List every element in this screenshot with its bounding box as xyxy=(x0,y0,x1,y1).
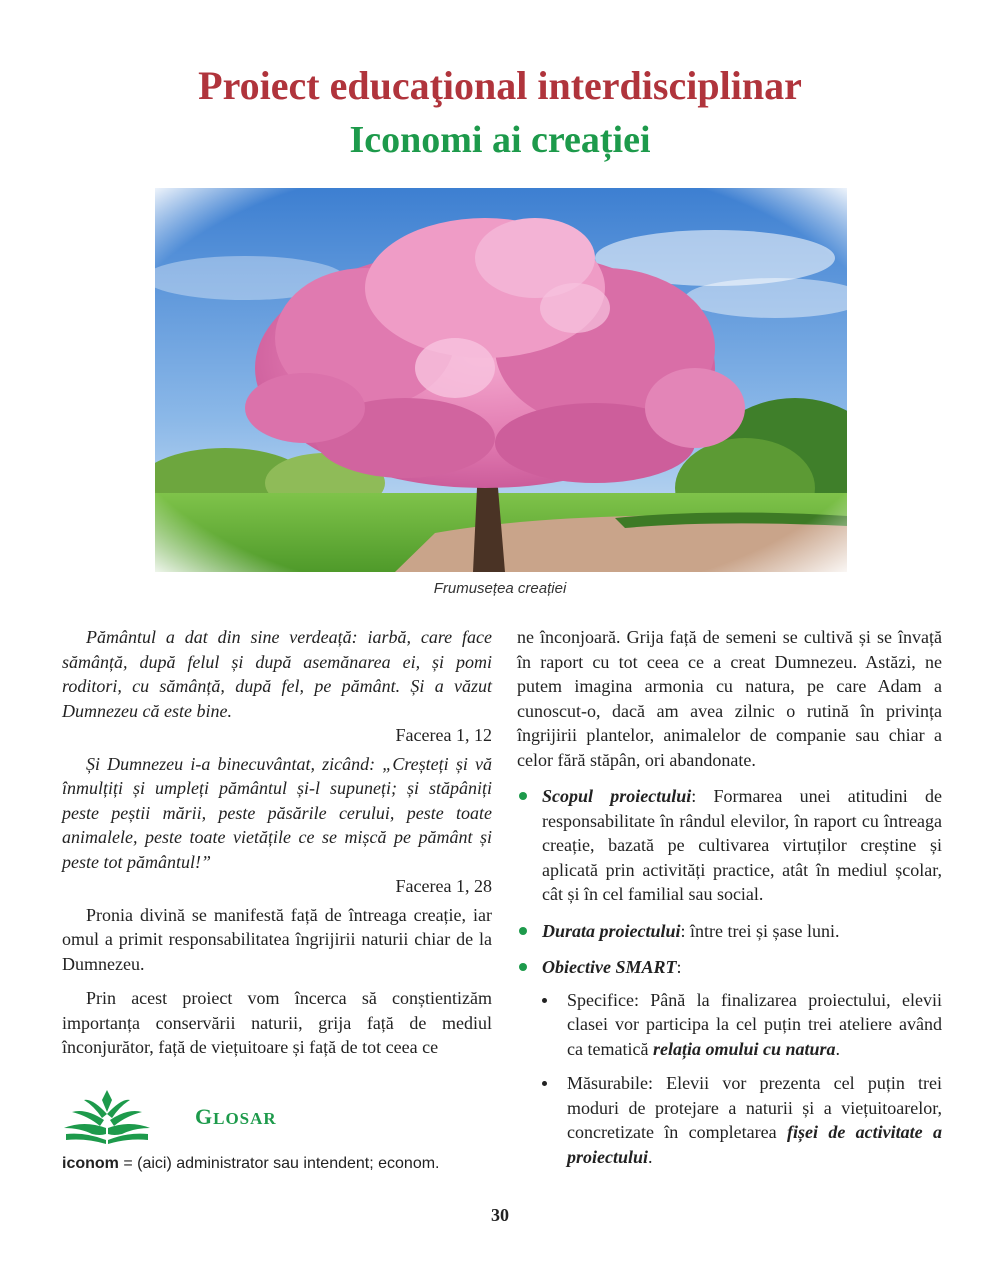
duration-text: : între trei și șase luni. xyxy=(680,920,840,941)
list-item-smart xyxy=(517,955,942,1169)
list-item-scope xyxy=(517,784,942,907)
green-bullet-icon xyxy=(519,927,527,935)
smart-colon: : xyxy=(676,957,682,977)
right-column xyxy=(517,625,942,1181)
verse-2-reference: Facerea 1, 28 xyxy=(395,876,492,896)
measurable-bold: fișei de activitate a proiectului xyxy=(567,1122,942,1167)
glossary-title-initial: G xyxy=(195,1104,214,1129)
page-subtitle: Iconomi ai creației xyxy=(349,119,651,161)
glossary-title-rest: LOSAR xyxy=(213,1109,277,1128)
scope-label: Scopul proiectului xyxy=(542,786,692,806)
blossoming-tree-photo xyxy=(155,188,847,572)
scope-text: : Formarea unei atitudini de responsabilitate în rândul elevilor, în raport cu întreaga creație, bazată pe cultivarea virtuților creștine și aplicată prin activități practice, atât în mediul școlar, cât și în cel familial sau social. xyxy=(542,786,942,904)
glossary-title xyxy=(195,1104,277,1130)
smart-objectives-list xyxy=(542,988,942,1170)
specific-bold: relația omului cu natura xyxy=(652,1038,836,1059)
glossary-book-icon xyxy=(62,1088,152,1150)
glossary-definition xyxy=(62,1155,502,1173)
paragraph-providence: Pronia divină se manifestă față de întreaga creație, iar omul a primit responsabilitatea îngrijirii naturii chiar de la Dumnezeu. xyxy=(62,904,492,974)
specific-text: Specifice: Până la finalizarea proiectului, elevii clasei vor participa la cel puțin trei ateliere având ca tematică xyxy=(567,989,942,1059)
page-number: 30 xyxy=(491,1205,509,1225)
verse-2: Și Dumnezeu i-a binecuvântat, zicând: „Creșteți și vă înmulțiți și umpleți pământul și-l supuneți; și stăpâniți peste peștii mării, peste păsările cerului, peste toate animalele, peste toate vietățile ce se mișcă pe pământ și peste tot pământul!” xyxy=(62,753,492,872)
measurable-end: . xyxy=(648,1146,653,1167)
specific-end: . xyxy=(835,1038,841,1059)
project-details-list xyxy=(517,784,942,1169)
paragraph-project: Prin acest proiect vom încerca să conștientizăm importanța conservării naturii, grija față de mediul înconjurător, față de viețuitoare și față de tot ceea ce xyxy=(62,988,492,1057)
bullet-icon xyxy=(542,998,547,1003)
verse-1: Pământul a dat din sine verdeață: iarbă, care face sămânță, după felul și după asemănarea ei, și pomi roditori, cu sămânță, după fel, pe pământ. Și a văzut Dumnezeu că este bine. xyxy=(62,627,492,721)
verse-1-reference: Facerea 1, 12 xyxy=(395,725,492,745)
green-bullet-icon xyxy=(519,792,527,800)
glossary-term-definition: = (aici) administrator sau intendent; econom. xyxy=(118,1155,440,1172)
photo-caption: Frumusețea creației xyxy=(433,580,567,597)
left-column xyxy=(62,625,492,1070)
page-title: Proiect educaţional interdisciplinar xyxy=(198,63,802,108)
bullet-icon xyxy=(542,1081,547,1086)
list-item-specific xyxy=(542,988,942,1062)
duration-label: Durata proiectului xyxy=(542,920,681,941)
glossary-term: iconom xyxy=(62,1155,119,1172)
green-bullet-icon xyxy=(519,963,527,971)
paragraph-continuation: ne înconjoară. Grija față de semeni se cultivă și se învață în raport cu tot ceea ce a creat Dumnezeu. Astăzi, ne putem imagina armonia cu natura, pe care Adam a cunoscut-o, dacă am avea zilnic o rutină în privința îngrijirii plantelor, animalelor de companie sau chiar a celor fără stăpân, ori abandonate. xyxy=(517,627,942,770)
list-item-duration xyxy=(517,919,942,944)
list-item-measurable xyxy=(542,1071,942,1169)
measurable-text: Măsurabile: Elevii vor prezenta cel puțin trei moduri de protejare a naturii și a viețuitoarelor, concretizate în completarea xyxy=(567,1073,942,1142)
smart-label: Obiective SMART xyxy=(542,957,677,977)
